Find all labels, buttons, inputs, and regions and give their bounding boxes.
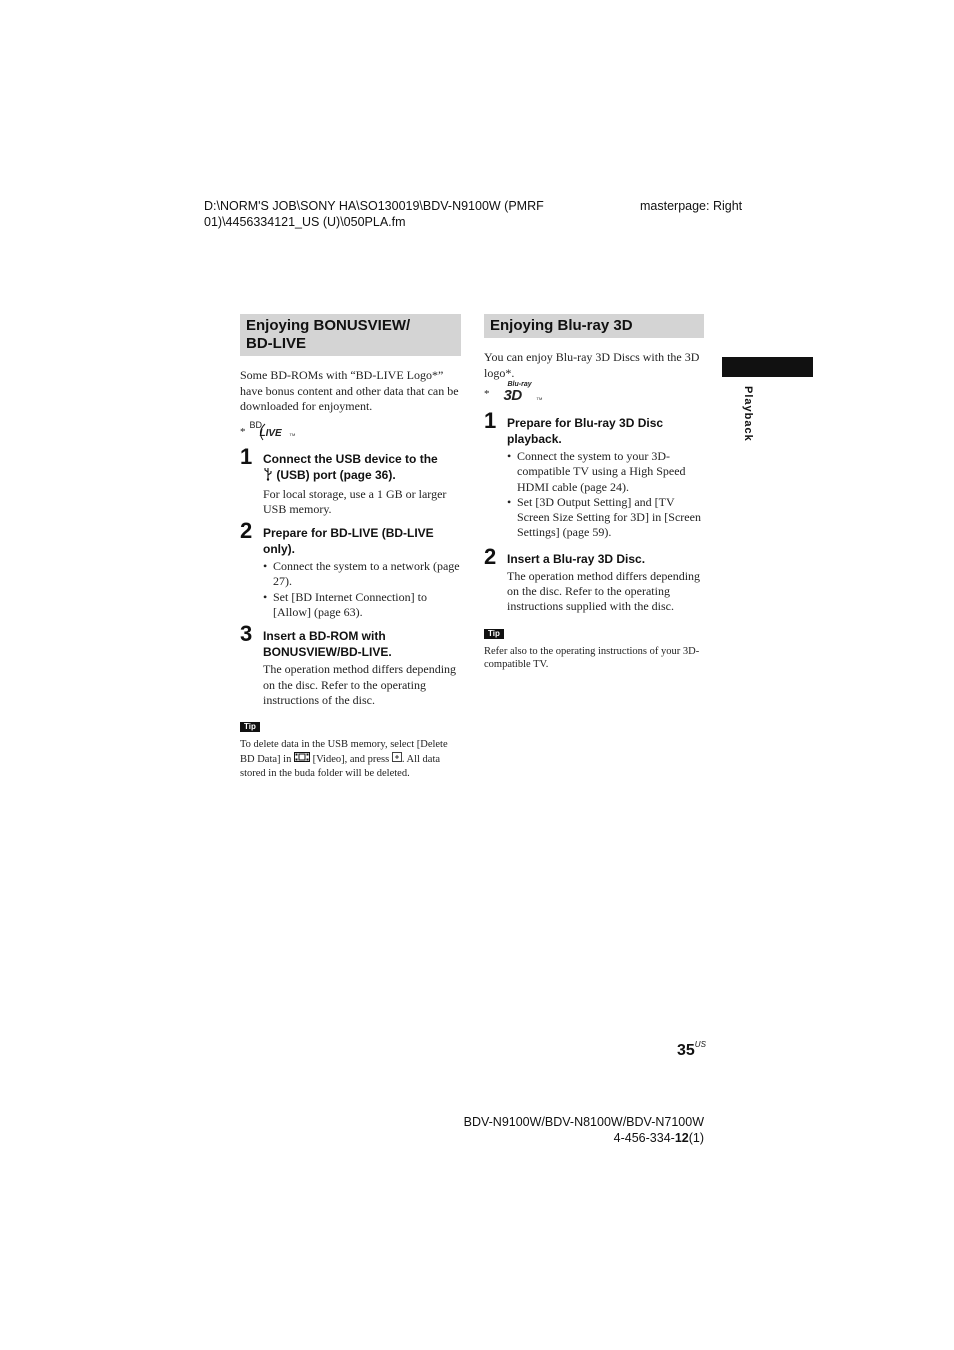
tip-badge: Tip [484, 629, 504, 639]
bonusview-step-3: 3 Insert a BD-ROM with BONUSVIEW/BD-LIVE. The operation method differs depending on the disc. Refer to the operating instructions of the disc. [240, 621, 457, 707]
bonusview-section [240, 314, 461, 781]
document-code: 4-456-334-12(1) [613, 1131, 704, 1145]
masterpage-label: masterpage: Right [640, 199, 743, 213]
section-tab-marker [722, 357, 813, 377]
enter-button-icon [392, 752, 402, 767]
bonusview-intro: Some BD-ROMs with “BD-LIVE Logo*” have bonus content and other data that can be downloaded for enjoyment. [240, 368, 459, 413]
list-item: • Connect the system to a network (page 27). [263, 559, 461, 590]
file-path-line1: D:\NORM'S JOB\SONY HA\SO130019\BDV-N9100W (PMRF [204, 199, 544, 213]
section-tab-label: Playback [742, 386, 754, 442]
film-strip-icon [294, 752, 310, 767]
bluray3d-logo-line: * Blu-ray 3D TM [484, 381, 543, 404]
list-item: • Connect the system to your 3D-compatible TV using a High Speed HDMI cable (page 24). [507, 449, 704, 495]
model-footer [464, 1114, 704, 1146]
list-item: • Set [3D Output Setting] and [TV Screen Size Setting for 3D] in [Screen Settings] (page 59). [507, 495, 704, 541]
bonusview-section-title: Enjoying BONUSVIEW/ BD-LIVE [240, 314, 461, 356]
file-path [204, 198, 544, 230]
bd-live-logo: BD LIVE TM [249, 419, 296, 439]
bluray3d-step-2: 2 Insert a Blu-ray 3D Disc. The operation method differs depending on the disc. Refer to the operating instructions supplied with the disc. [484, 543, 701, 614]
list-item: • Set [BD Internet Connection] to [Allow] (page 63). [263, 590, 461, 621]
bonusview-tip: To delete data in the USB memory, select [Delete BD Data] in [Video], and press . All data stored in the buda folder will be deleted. [240, 739, 448, 779]
bonusview-step-2: 2 Prepare for BD-LIVE (BD-LIVE only). • Connect the system to a network (page 27). • Set [BD Internet Connection] to [Allow] (page 63). [240, 525, 461, 620]
file-path-line2: 01)\4456334121_US (U)\050PLA.fm [204, 215, 406, 229]
bd-live-logo-line: * BD LIVE TM [240, 421, 461, 443]
bonusview-step-1: 1 Connect the USB device to the (USB) port (page 36). For local storage, use a 1 GB or larger USB memory. [240, 443, 447, 516]
page-number: $35^{US}$ [677, 1040, 706, 1059]
tip-badge: Tip [240, 722, 260, 732]
bluray3d-step-1-list [507, 449, 704, 541]
bluray3d-section-title: Enjoying Blu-ray 3D [484, 314, 704, 338]
model-list: BDV-N9100W/BDV-N8100W/BDV-N7100W [463, 1115, 704, 1129]
usb-icon [263, 467, 273, 485]
bluray3d-section [484, 314, 704, 672]
bonusview-step-2-list [263, 559, 461, 620]
bluray3d-intro: You can enjoy Blu-ray 3D Discs with the 3D logo*. [484, 350, 700, 380]
bluray3d-tip: Refer also to the operating instructions of your 3D-compatible TV. [484, 645, 700, 671]
bluray3d-logo: Blu-ray 3D TM [503, 381, 543, 404]
bluray3d-step-1: 1 Prepare for Blu-ray 3D Disc playback. • Connect the system to your 3D-compatible TV using a High Speed HDMI cable (page 24). • Set [3D Output Setting] and [TV Screen Size Setting for 3D] in [Screen Settings] (page 59). [484, 415, 704, 541]
